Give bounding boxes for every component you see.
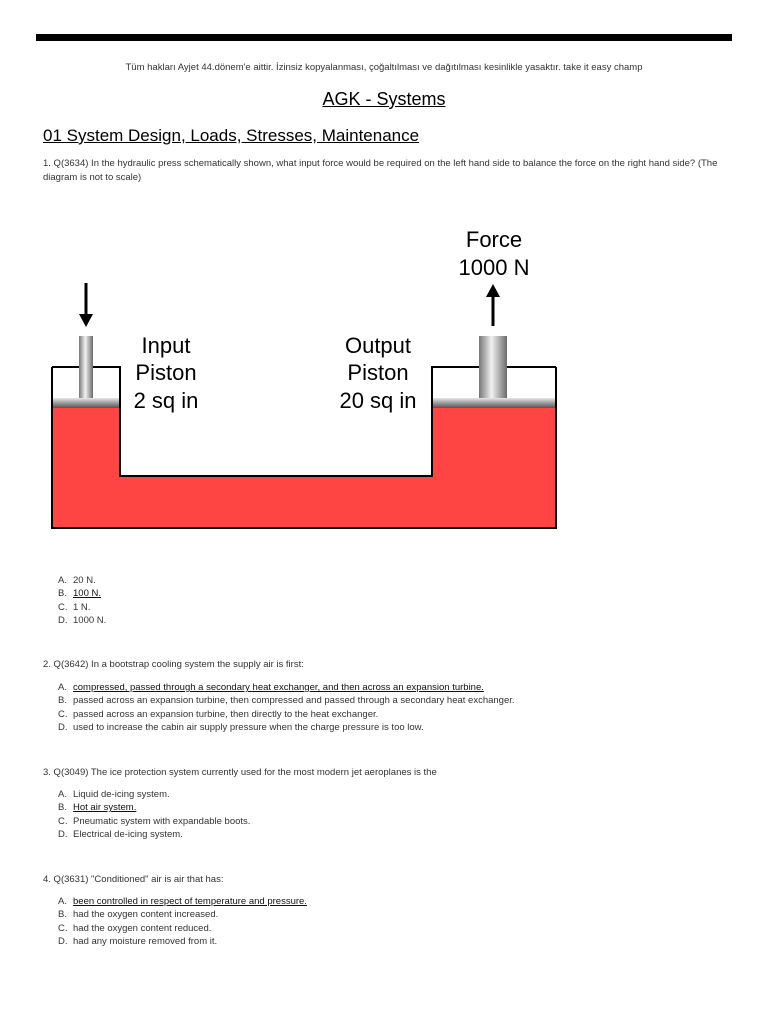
option-d[interactable]: D. had any moisture removed from it. (58, 935, 218, 947)
section-title: 01 System Design, Loads, Stresses, Maintenance (43, 126, 420, 145)
option-b-correct[interactable]: B. 100 N. (58, 588, 101, 600)
down-arrow-icon (79, 314, 93, 327)
option-d[interactable]: D. Electrical de-icing system. (58, 828, 183, 840)
force-value: 1000 N (458, 255, 530, 280)
input-piston-rod (79, 336, 93, 398)
question-4: 4. Q(3631) "Conditioned" air is air that has: (43, 874, 224, 885)
output-area-label: 20 sq in (339, 388, 417, 413)
hydraulic-fluid (52, 408, 556, 528)
option-a-correct[interactable]: A. been controlled in respect of temperature and pressure. (58, 896, 307, 907)
copyright-notice: Tüm hakları Ayjet 44.dönem'e aittir. İzinsiz kopyalanması, çoğaltılması ve dağıtılması kesinlikle yasaktır. take it easy champ (125, 62, 643, 73)
up-arrow-icon (486, 284, 500, 297)
option-b-correct[interactable]: B. Hot air system. (58, 802, 137, 814)
question-4-options (58, 895, 307, 948)
option-c[interactable]: C. 1 N. (58, 601, 91, 613)
force-label: Force (465, 227, 523, 252)
output-piston-plate (433, 398, 555, 408)
input-label-line2: Piston (135, 360, 197, 385)
input-area-label: 2 sq in (133, 388, 199, 413)
option-c[interactable]: C. Pneumatic system with expandable boots. (58, 815, 251, 827)
option-a-correct[interactable]: A. compressed, passed through a secondary heat exchanger, and then across an expansion turbine. (58, 682, 484, 693)
input-piston-plate (53, 398, 119, 408)
option-d[interactable]: D. used to increase the cabin air supply pressure when the charge pressure is too low. (58, 721, 424, 733)
option-c[interactable]: C. had the oxygen content reduced. (58, 922, 212, 934)
question-2-options (58, 681, 515, 734)
option-d[interactable]: D. 1000 N. (58, 614, 107, 626)
question-2: 2. Q(3642) In a bootstrap cooling system the supply air is first: (43, 659, 304, 670)
output-label-line2: Piston (347, 360, 409, 385)
question-3-options (58, 788, 250, 841)
option-a[interactable]: A. Liquid de-icing system. (58, 789, 170, 800)
question-3: 3. Q(3049) The ice protection system currently used for the most modern jet aeroplanes is the (43, 767, 437, 778)
option-c[interactable]: C. passed across an expansion turbine, then directly to the heat exchanger. (58, 708, 379, 720)
input-label-line1: Input (141, 333, 191, 358)
question-1-options (58, 574, 106, 627)
option-a[interactable]: A. 20 N. (58, 575, 96, 586)
question-1: 1. Q(3634) In the hydraulic press schematically shown, what input force would be required on the left hand side to balance the force on the right hand side? (The diagram is not to scale) (43, 158, 718, 183)
document-title: AGK - Systems (322, 89, 446, 109)
output-piston-rod (479, 336, 507, 398)
option-b[interactable]: B. passed across an expansion turbine, then compressed and passed through a secondary heat exchanger. (58, 695, 515, 707)
output-label-line1: Output (344, 333, 412, 358)
option-b[interactable]: B. had the oxygen content increased. (58, 909, 219, 921)
